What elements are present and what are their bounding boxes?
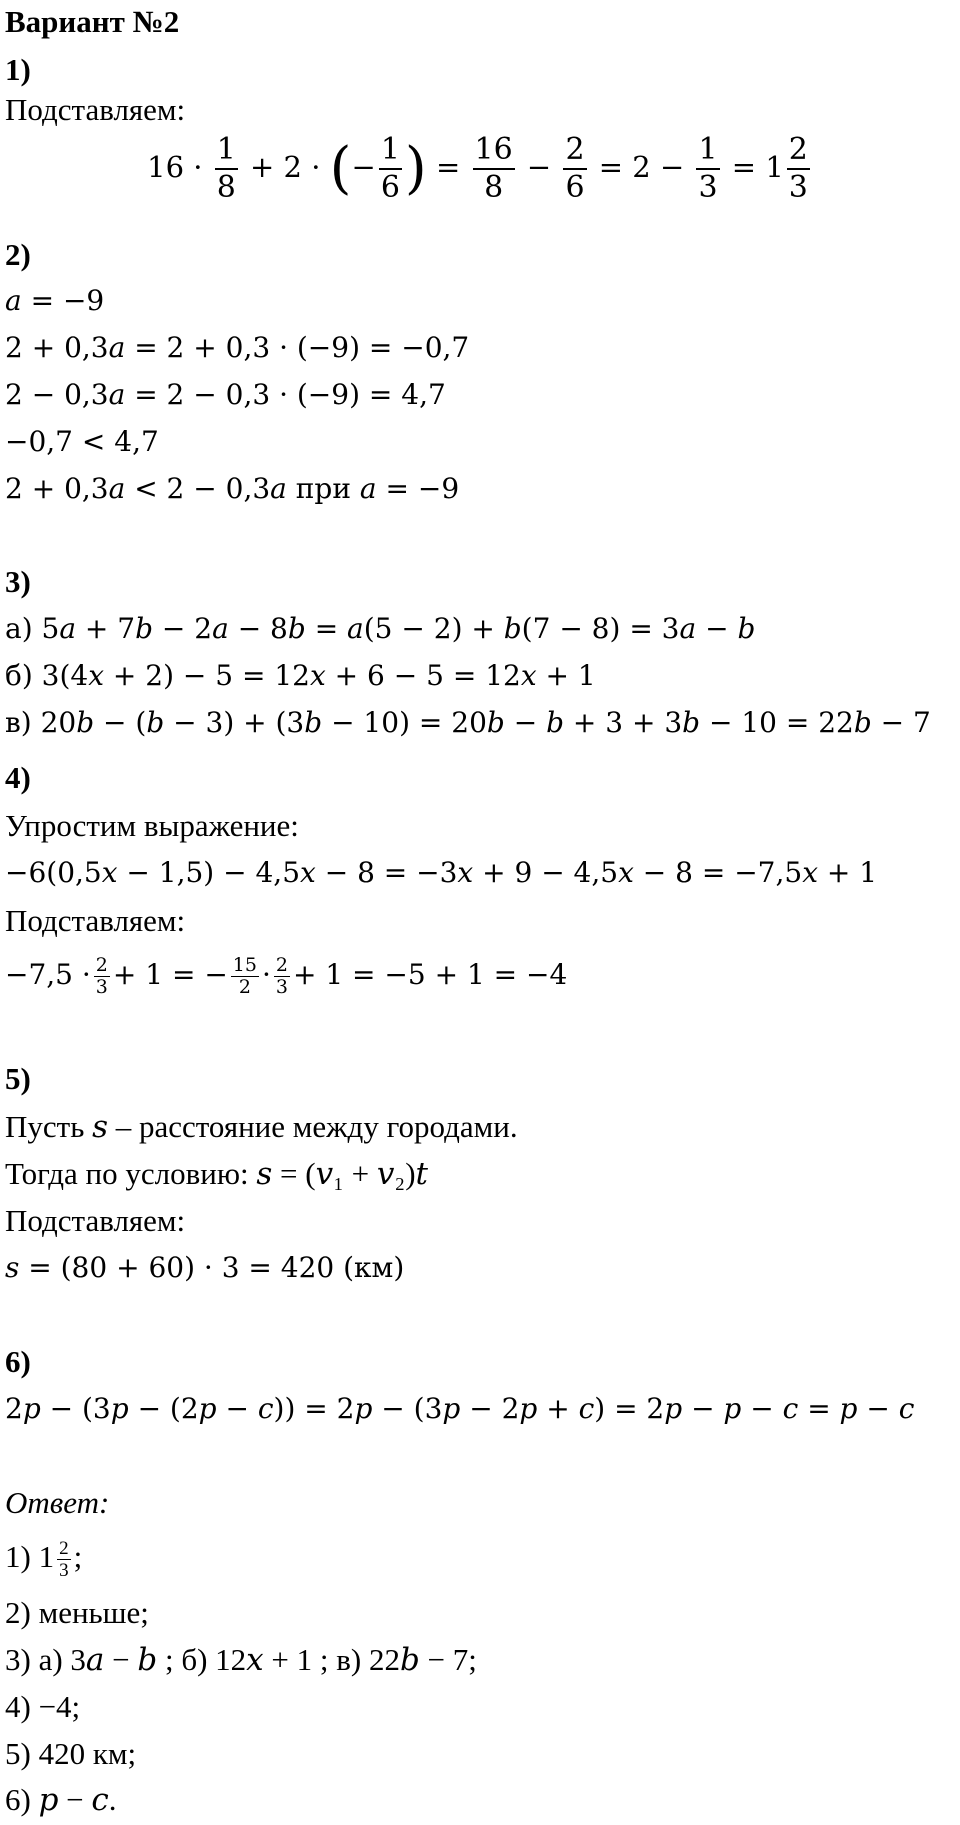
section-2-line: −0,7 < 4,7 [5,425,159,458]
expr-part: + 1 = −5 + 1 = −4 [292,958,568,991]
section-3-line: в) 20𝑏 − (𝑏 − 3) + (3𝑏 − 10) = 20𝑏 − 𝑏 + 3 + 3𝑏 − 10 = 22𝑏 − 7 [5,706,931,739]
right-paren: ) [404,136,427,201]
fraction-denominator: 2 [238,976,251,998]
expr-part: + 1 = − [112,958,228,991]
expr-part: + 2 · [250,150,321,184]
fraction-numerator: 2 [59,1538,69,1560]
fraction [274,956,290,997]
fraction [215,132,238,205]
answer-4: 4) −4; [5,1689,81,1724]
fraction-numerator: 1 [215,135,238,170]
fraction-numerator: 2 [95,954,108,976]
expr-part: = [435,150,461,184]
expr-part: = 2 − [598,150,685,184]
section-2-line: 𝑎 = −9 [5,284,105,317]
fraction [57,1539,71,1580]
section-4-intro-2: Подставляем: [5,903,186,938]
expr-part: −7,5 · [5,958,91,991]
expr-part: − [526,150,552,184]
fraction [473,132,515,205]
fraction-numerator: 2 [275,954,288,976]
fraction-denominator: 3 [698,170,718,205]
fraction-numerator: 15 [232,954,257,976]
answer-6: 6) 𝑝 − 𝑐. [5,1782,117,1817]
expr-part: = 1 [731,150,784,184]
section-6-line: 2𝑝 − (3𝑝 − (2𝑝 − 𝑐)) = 2𝑝 − (3𝑝 − 2𝑝 + 𝑐) = 2𝑝 − 𝑝 − 𝑐 = 𝑝 − 𝑐 [5,1392,915,1425]
answer-1 [5,1530,82,1584]
section-1-expression [5,132,955,204]
answer-heading: Ответ: [5,1485,110,1520]
section-2-line: 2 + 0,3𝑎 < 2 − 0,3𝑎 при 𝑎 = −9 [5,472,460,505]
fraction-denominator: 8 [484,170,504,205]
fraction-denominator: 3 [59,1560,69,1582]
fraction-numerator: 16 [473,135,515,170]
answer-3: 3) а) 3𝑎 − 𝑏 ; б) 12𝑥 + 1 ; в) 22𝑏 − 7; [5,1642,477,1677]
fraction-numerator: 1 [696,135,719,170]
answer-5: 5) 420 км; [5,1736,137,1771]
section-5-line: Пусть 𝑠 – расстояние между городами. [5,1109,518,1144]
section-3-line: б) 3(4𝑥 + 2) − 5 = 12𝑥 + 6 − 5 = 12𝑥 + 1 [5,659,596,692]
fraction-denominator: 6 [380,170,400,205]
section-4-substitution [5,947,567,1003]
section-2-label: 2) [5,237,31,272]
section-5-line: Подставляем: [5,1203,186,1238]
fraction-denominator: 6 [565,170,585,205]
section-1-intro: Подставляем: [5,92,186,127]
fraction-denominator: 3 [95,976,108,998]
fraction-denominator: 3 [788,170,808,205]
answer-1-suffix: ; [73,1539,83,1574]
answer-1-prefix: 1) 1 [5,1539,55,1574]
left-paren: ( [329,136,352,201]
fraction [563,132,586,205]
section-4-intro: Упростим выражение: [5,808,299,843]
section-5-label: 5) [5,1061,31,1096]
section-3-line: а) 5𝑎 + 7𝑏 − 2𝑎 − 8𝑏 = 𝑎(5 − 2) + 𝑏(7 − 8) = 3𝑎 − 𝑏 [5,612,756,645]
fraction [231,956,259,997]
expr-part: 16 · [147,150,203,184]
fraction [94,956,110,997]
section-6-label: 6) [5,1344,31,1379]
section-1-label: 1) [5,52,31,87]
fraction-numerator: 2 [563,135,586,170]
fraction-denominator: 3 [275,976,288,998]
fraction [787,132,810,205]
document-title: Вариант №2 [5,4,180,39]
expr-minus: − [351,150,376,184]
section-5-line: 𝑠 = (80 + 60) · 3 = 420 (км) [5,1251,405,1284]
section-5-line: Тогда по условию: 𝑠 = (𝑣₁ + 𝑣₂)𝑡 [5,1156,428,1191]
section-3-label: 3) [5,564,31,599]
fraction-denominator: 8 [216,170,236,205]
fraction-numerator: 2 [787,135,810,170]
section-4-label: 4) [5,760,31,795]
section-2-line: 2 + 0,3𝑎 = 2 + 0,3 · (−9) = −0,7 [5,331,470,364]
fraction-numerator: 1 [379,135,402,170]
expr-part: · [261,958,271,991]
fraction [379,132,402,205]
section-2-line: 2 − 0,3𝑎 = 2 − 0,3 · (−9) = 4,7 [5,378,446,411]
answer-2: 2) меньше; [5,1595,149,1630]
section-4-expression: −6(0,5𝑥 − 1,5) − 4,5𝑥 − 8 = −3𝑥 + 9 − 4,5𝑥 − 8 = −7,5𝑥 + 1 [5,856,878,889]
fraction [696,132,719,205]
